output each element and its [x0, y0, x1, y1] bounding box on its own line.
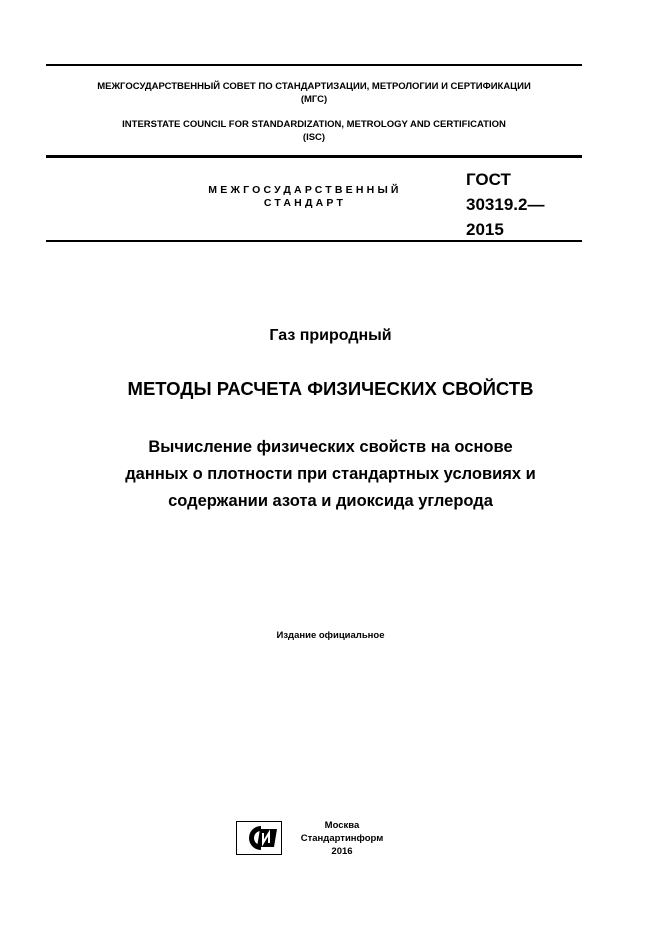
edition-note: Издание официальное	[276, 630, 385, 641]
publisher-year: 2016	[331, 846, 353, 857]
council-ru-name: МЕЖГОСУДАРСТВЕННЫЙ СОВЕТ ПО СТАНДАРТИЗАЦИИ, МЕТРОЛОГИИ И СЕРТИФИКАЦИИ	[97, 81, 531, 92]
council-ru	[46, 80, 582, 106]
document-subtitle	[40, 434, 621, 515]
document-subject: Газ природный	[269, 327, 392, 344]
publisher-block	[287, 819, 397, 858]
gost-code-prefix: ГОСТ	[466, 170, 511, 189]
middle-thick-rule	[46, 155, 582, 158]
gost-code	[466, 167, 544, 242]
council-en-abbr: (ISC)	[302, 132, 326, 143]
subtitle-line1: Вычисление физических свойств на основе	[148, 438, 513, 456]
council-ru-abbr: (МГС)	[300, 94, 328, 105]
document-main-title: МЕТОДЫ РАСЧЕТА ФИЗИЧЕСКИХ СВОЙСТВ	[127, 378, 534, 399]
standartinform-logo	[236, 821, 282, 855]
gost-code-year: 2015	[466, 220, 504, 239]
top-rule	[46, 64, 582, 66]
standard-label	[150, 184, 460, 210]
standard-label-line2: СТАНДАРТ	[263, 197, 347, 209]
publisher-city: Москва	[324, 820, 360, 831]
subtitle-line3: содержании азота и диоксида углерода	[168, 492, 493, 510]
lower-rule	[46, 240, 582, 242]
standard-label-line1: МЕЖГОСУДАРСТВЕННЫЙ	[208, 184, 402, 196]
subtitle-line2: данных о плотности при стандартных условиях и	[125, 465, 536, 483]
council-en-name: INTERSTATE COUNCIL FOR STANDARDIZATION, METROLOGY AND CERTIFICATION	[122, 119, 506, 130]
gost-code-number: 30319.2—	[466, 195, 545, 214]
council-en	[46, 118, 582, 144]
publisher-name: Стандартинформ	[300, 833, 384, 844]
